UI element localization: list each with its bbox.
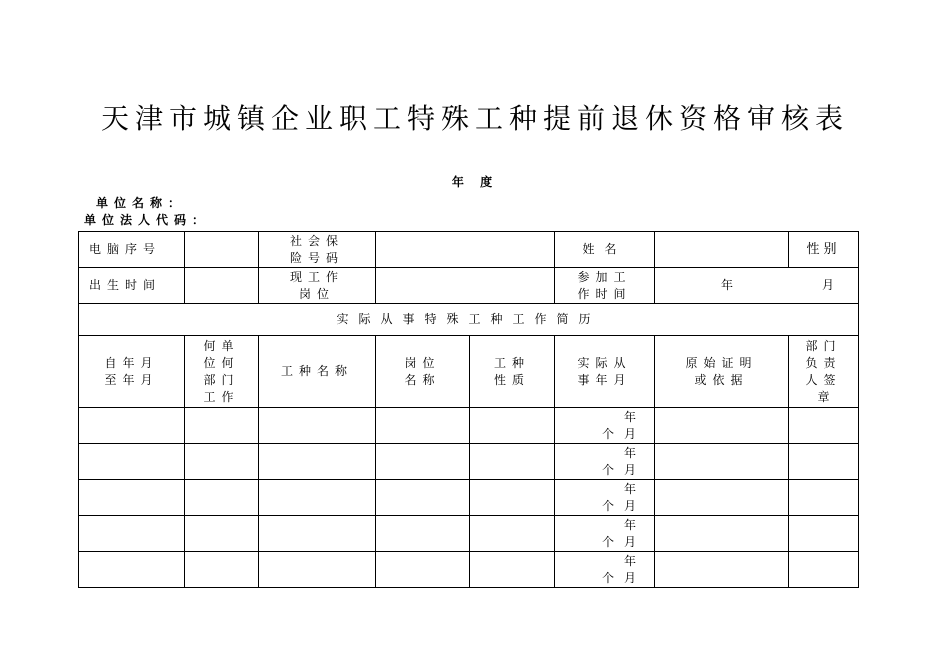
job-nature-cell[interactable] (470, 480, 555, 516)
job-nature-cell[interactable] (470, 408, 555, 444)
qualification-form-table (78, 231, 859, 588)
job-type-name-header: 工种名称 (259, 336, 376, 408)
proof-cell[interactable] (655, 480, 789, 516)
post-name-cell[interactable] (376, 408, 470, 444)
gender-label: 性别 (789, 232, 859, 268)
month-unit: 月 (623, 462, 636, 477)
count-unit: 个 (601, 570, 624, 585)
year-unit: 年 (623, 409, 636, 424)
birth-time-field[interactable] (185, 268, 259, 304)
from-to-cell[interactable] (79, 552, 185, 588)
unit-dept-cell[interactable] (185, 516, 259, 552)
month-unit: 月 (623, 426, 636, 441)
actual-years-cell[interactable] (555, 444, 655, 480)
year-label: 年 度 (451, 175, 499, 189)
table-row (79, 408, 859, 444)
actual-years-cell[interactable] (555, 480, 655, 516)
join-work-field[interactable] (655, 268, 859, 304)
section-title: 实际从事特殊工种工作简历 (79, 304, 859, 336)
year-unit: 年 (623, 481, 636, 496)
birth-time-label: 出生时间 (79, 268, 185, 304)
job-type-name-cell[interactable] (259, 444, 376, 480)
month-unit: 月 (623, 570, 636, 585)
job-type-name-cell[interactable] (259, 516, 376, 552)
social-insurance-label: 社会保 险号码 (259, 232, 376, 268)
unit-dept-header: 何单 位何 部门 工作 (185, 336, 259, 408)
history-header-row (79, 336, 859, 408)
count-unit: 个 (601, 534, 624, 549)
post-name-cell[interactable] (376, 444, 470, 480)
count-unit: 个 (601, 498, 624, 513)
unit-name-label: 单位名称： (96, 196, 187, 210)
year-unit: 年 (623, 445, 636, 460)
post-name-cell[interactable] (376, 552, 470, 588)
unit-dept-cell[interactable] (185, 444, 259, 480)
dept-sign-cell[interactable] (789, 408, 859, 444)
count-unit: 个 (601, 462, 624, 477)
form-row-work-info (79, 268, 859, 304)
name-field[interactable] (655, 232, 789, 268)
computer-no-field[interactable] (185, 232, 259, 268)
proof-cell[interactable] (655, 408, 789, 444)
unit-dept-cell[interactable] (185, 552, 259, 588)
month-unit: 月 (623, 498, 636, 513)
dept-sign-cell[interactable] (789, 552, 859, 588)
from-to-cell[interactable] (79, 408, 185, 444)
dept-sign-cell[interactable] (789, 516, 859, 552)
dept-sign-header: 部门 负责 人签 章 (789, 336, 859, 408)
dept-sign-cell[interactable] (789, 480, 859, 516)
count-unit: 个 (601, 426, 624, 441)
join-year-unit: 年 (721, 278, 734, 292)
post-name-cell[interactable] (376, 480, 470, 516)
form-row-basic-info (79, 232, 859, 268)
name-label: 姓名 (555, 232, 655, 268)
join-month-unit: 月 (821, 278, 834, 292)
from-to-cell[interactable] (79, 444, 185, 480)
unit-dept-cell[interactable] (185, 480, 259, 516)
actual-years-cell[interactable] (555, 408, 655, 444)
actual-years-header: 实际从 事年月 (555, 336, 655, 408)
table-row (79, 444, 859, 480)
table-row (79, 516, 859, 552)
actual-years-cell[interactable] (555, 516, 655, 552)
job-nature-cell[interactable] (470, 516, 555, 552)
dept-sign-cell[interactable] (789, 444, 859, 480)
computer-no-label: 电脑序号 (79, 232, 185, 268)
table-row (79, 552, 859, 588)
join-work-label: 参加工 作时间 (555, 268, 655, 304)
unit-code-label: 单位法人代码： (84, 213, 211, 227)
job-nature-cell[interactable] (470, 444, 555, 480)
social-insurance-field[interactable] (376, 232, 555, 268)
table-row (79, 480, 859, 516)
unit-dept-cell[interactable] (185, 408, 259, 444)
from-to-cell[interactable] (79, 480, 185, 516)
current-job-field[interactable] (376, 268, 555, 304)
current-job-label: 现工作 岗位 (259, 268, 376, 304)
month-unit: 月 (623, 534, 636, 549)
year-unit: 年 (623, 553, 636, 568)
actual-years-cell[interactable] (555, 552, 655, 588)
from-to-cell[interactable] (79, 516, 185, 552)
proof-cell[interactable] (655, 444, 789, 480)
post-name-header: 岗位 名称 (376, 336, 470, 408)
proof-header: 原始证明 或依据 (655, 336, 789, 408)
proof-cell[interactable] (655, 552, 789, 588)
job-nature-header: 工种 性质 (470, 336, 555, 408)
from-to-header: 自年月 至年月 (79, 336, 185, 408)
job-type-name-cell[interactable] (259, 480, 376, 516)
job-type-name-cell[interactable] (259, 552, 376, 588)
post-name-cell[interactable] (376, 516, 470, 552)
document-title: 天津市城镇企业职工特殊工种提前退休资格审核表 (100, 102, 849, 135)
proof-cell[interactable] (655, 516, 789, 552)
job-type-name-cell[interactable] (259, 408, 376, 444)
job-nature-cell[interactable] (470, 552, 555, 588)
year-unit: 年 (623, 517, 636, 532)
